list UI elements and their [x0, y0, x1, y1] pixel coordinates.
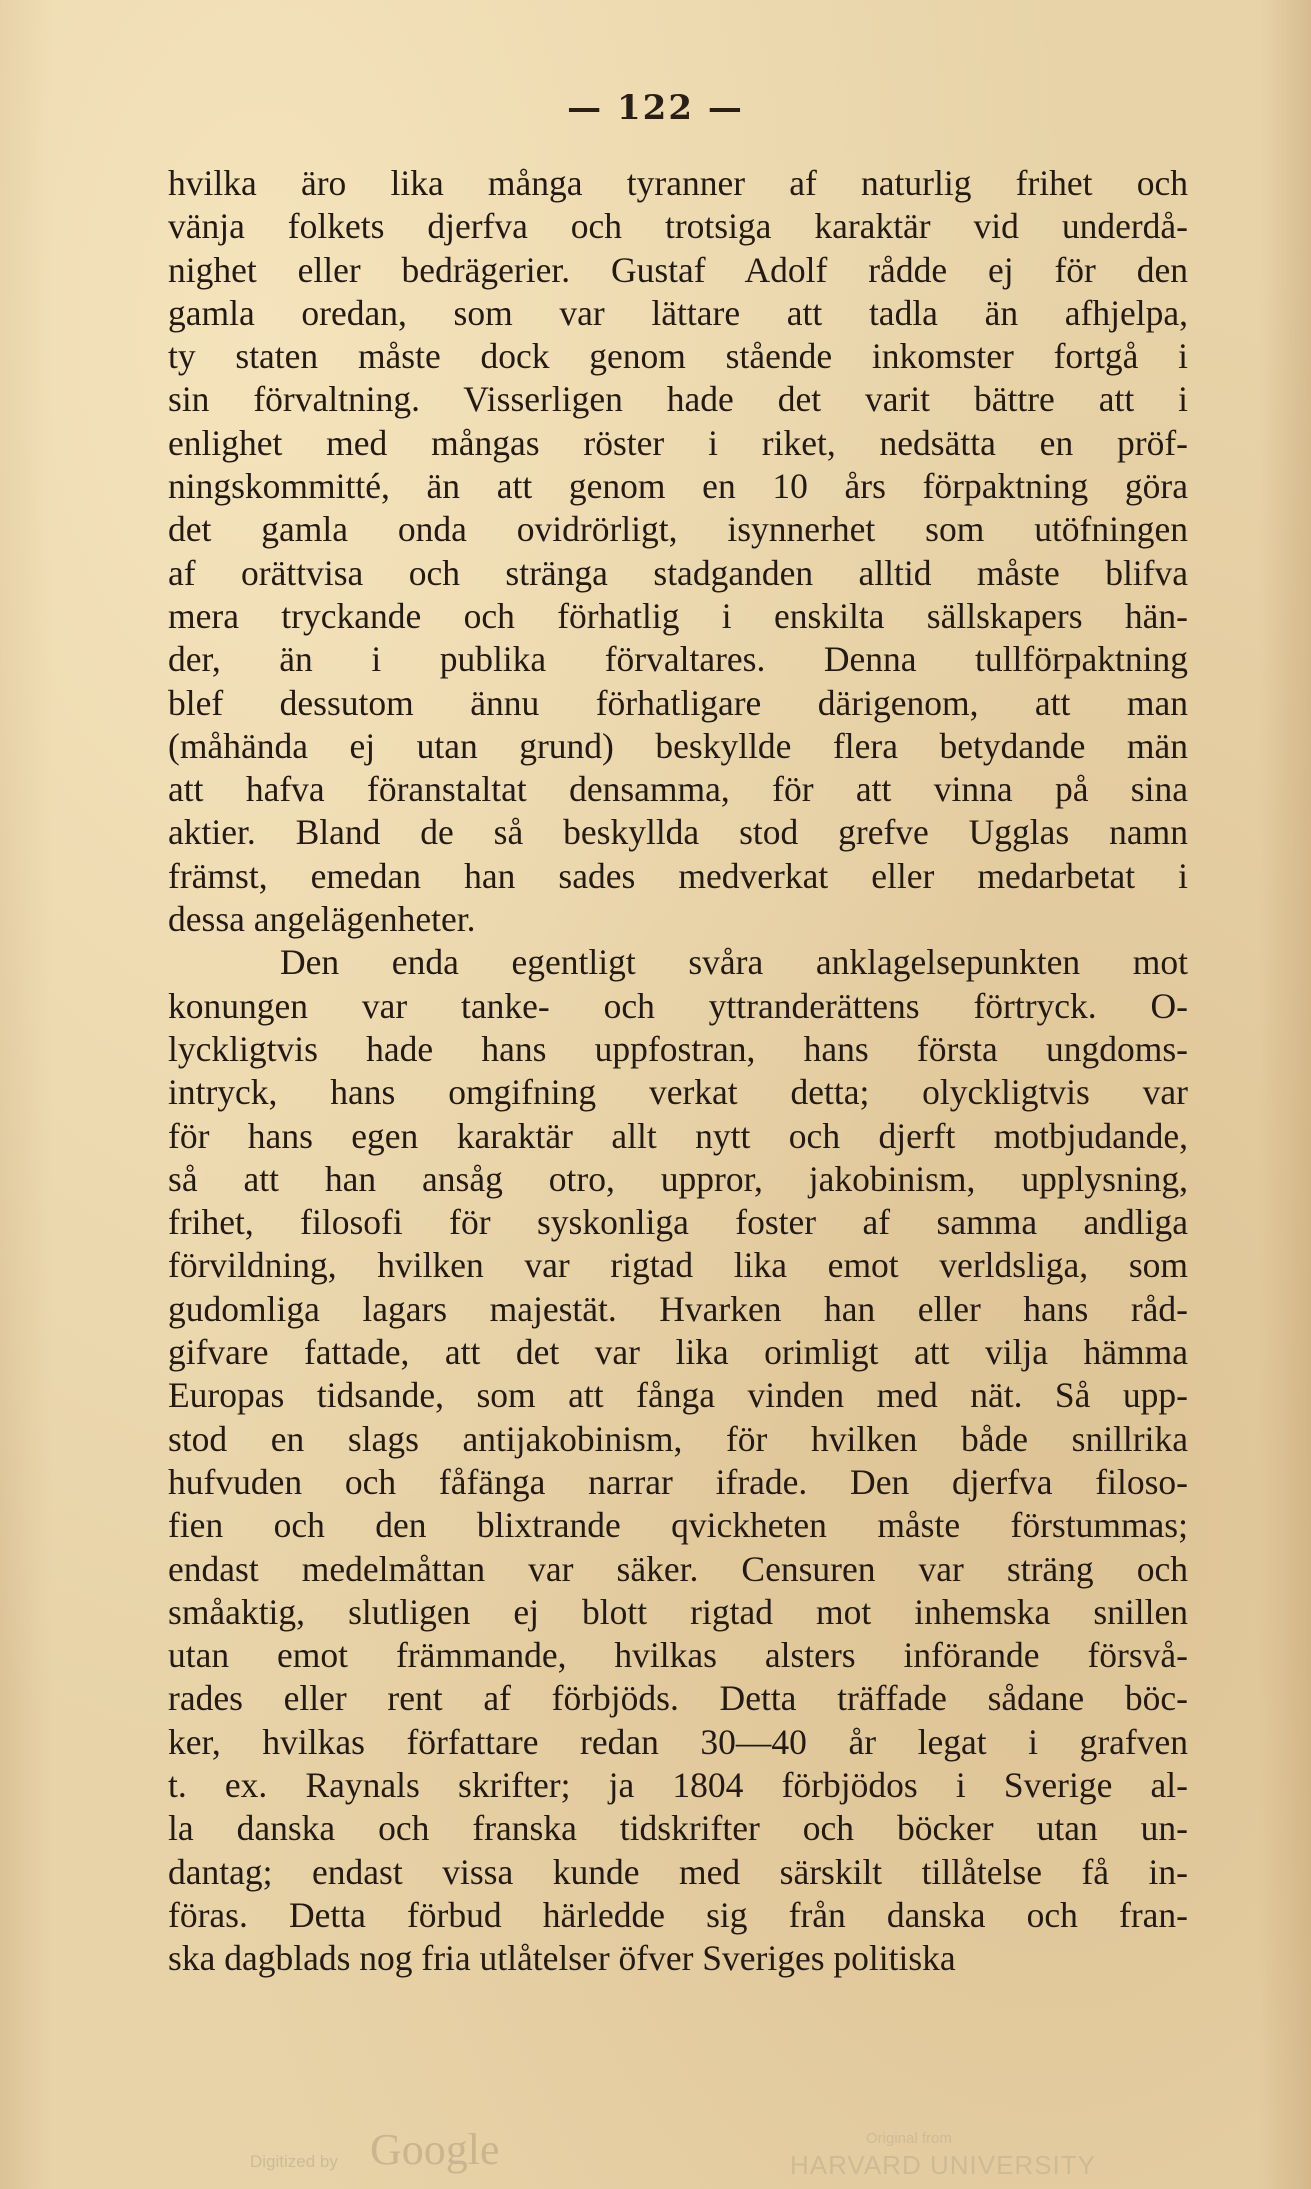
text-line: ska dagblads nog fria utlåtelser öfver Sveriges politiska — [168, 1938, 956, 1979]
text-line: nighet eller bedrägerier. Gustaf Adolf rådde ej för den — [168, 249, 1188, 290]
text-line: rades eller rent af förbjöds. Detta träffade sådane böc- — [168, 1678, 1188, 1719]
text-line: föras. Detta förbud härledde sig från danska och fran- — [168, 1894, 1188, 1935]
text-line: att hafva föranstaltat densamma, för att vinna på sina — [168, 769, 1188, 810]
page-number: — 122 — — [567, 88, 744, 128]
text-line: konungen var tanke- och yttranderättens förtryck. O- — [168, 985, 1188, 1026]
text-line: ningskommitté, än att genom en 10 års förpaktning göra — [168, 466, 1188, 507]
text-line: vänja folkets djerfva och trotsiga karaktär vid underdå- — [168, 206, 1188, 247]
text-line: stod en slags antijakobinism, för hvilken både snillrika — [168, 1418, 1188, 1459]
harvard-university-label: HARVARD UNIVERSITY — [790, 2150, 1096, 2180]
text-line: sin förvaltning. Visserligen hade det varit bättre att i — [168, 379, 1188, 420]
scan-watermark-footer — [0, 2125, 1311, 2180]
text-line: gifvare fattade, att det var lika orimligt att vilja hämma — [168, 1332, 1188, 1373]
text-line: gudomliga lagars majestät. Hvarken han eller hans råd- — [168, 1288, 1188, 1329]
text-line: der, än i publika förvaltares. Denna tullförpaktning — [168, 639, 1188, 680]
text-line: så att han ansåg otro, uppror, jakobinism, upplysning, — [168, 1158, 1188, 1199]
text-line: för hans egen karaktär allt nytt och djerft motbjudande, — [168, 1115, 1188, 1156]
text-line: t. ex. Raynals skrifter; ja 1804 förbjödos i Sverige al- — [168, 1764, 1188, 1805]
text-line: mera tryckande och förhatlig i enskilta sällskapers hän- — [168, 595, 1188, 636]
text-line: ker, hvilkas författare redan 30—40 år legat i grafven — [168, 1721, 1188, 1762]
text-line: det gamla onda ovidrörligt, isynnerhet som utöfningen — [168, 509, 1188, 550]
text-line: förvildning, hvilken var rigtad lika emot verldsliga, som — [168, 1245, 1188, 1286]
paragraph-end-line: dessa angelägenheter. — [168, 899, 476, 940]
text-line: enlighet med mångas röster i riket, nedsätta en pröf- — [168, 422, 1188, 463]
google-logo: Google — [370, 2125, 500, 2174]
text-line: främst, emedan han sades medverkat eller medarbetat i — [168, 855, 1188, 896]
text-line: la danska och franska tidskrifter och böcker utan un- — [168, 1808, 1188, 1849]
text-line: gamla oredan, som var lättare att tadla än afhjelpa, — [168, 292, 1188, 333]
text-line: fien och den blixtrande qvickheten måste förstummas; — [168, 1505, 1188, 1546]
text-line: endast medelmåttan var säker. Censuren var sträng och — [168, 1548, 1188, 1589]
paragraph-start-line: Den enda egentligt svåra anklagelsepunkten mot — [280, 942, 1188, 983]
text-line: frihet, filosofi för syskonliga foster af samma andliga — [168, 1202, 1188, 1243]
digitized-by-label: Digitized by — [250, 2152, 338, 2171]
body-text — [168, 162, 1188, 1980]
text-line: dantag; endast vissa kunde med särskilt tillåtelse få in- — [168, 1851, 1188, 1892]
original-from-label: Original from — [866, 2130, 952, 2147]
text-line: hvilka äro lika många tyranner af naturlig frihet och — [168, 163, 1188, 203]
text-line: intryck, hans omgifning verkat detta; olyckligtvis var — [168, 1072, 1188, 1113]
text-line: lyckligtvis hade hans uppfostran, hans första ungdoms- — [168, 1028, 1188, 1069]
text-line: Europas tidsande, som att fånga vinden med nät. Så upp- — [168, 1375, 1188, 1416]
text-line: af orättvisa och stränga stadganden alltid måste blifva — [168, 552, 1188, 593]
text-line: aktier. Bland de så beskyllda stod grefve Ugglas namn — [168, 812, 1188, 853]
text-line: utan emot främmande, hvilkas alsters införande försvå- — [168, 1635, 1188, 1676]
text-line: hufvuden och fåfänga narrar ifrade. Den djerfva filoso- — [168, 1461, 1188, 1502]
text-line: blef dessutom ännu förhatligare därigenom, att man — [168, 682, 1188, 723]
text-line: småaktig, slutligen ej blott rigtad mot inhemska snillen — [168, 1591, 1188, 1632]
text-line: ty staten måste dock genom stående inkomster fortgå i — [168, 336, 1188, 377]
text-line: (måhända ej utan grund) beskyllde flera betydande män — [168, 725, 1188, 766]
